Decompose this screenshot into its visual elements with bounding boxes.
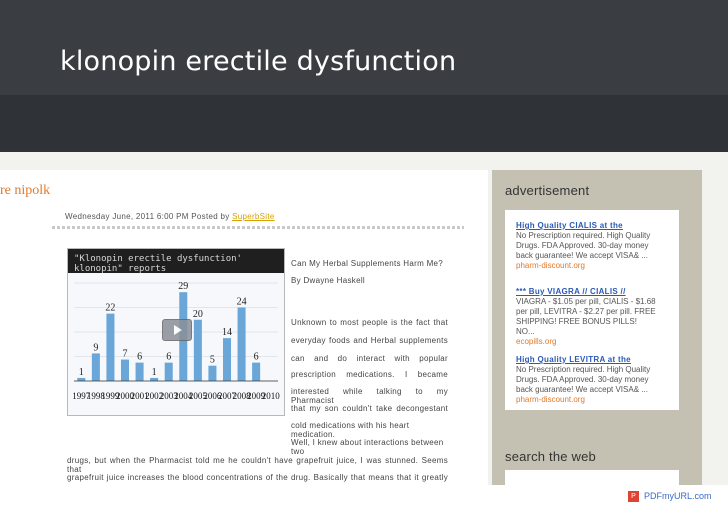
video-title-bar <box>68 249 284 273</box>
data-label: 1 <box>78 366 84 378</box>
article-line: everyday foods and Herbal supplements <box>291 336 448 345</box>
data-label: 14 <box>222 327 232 339</box>
article-line: grapefruit juice increases the blood concentrations of the drug. Basically that means that it greatly <box>67 473 448 482</box>
tick-label: 1998 <box>86 391 105 401</box>
chart-bar <box>165 363 173 381</box>
tick-label: 1997 <box>72 391 91 401</box>
ad-headline[interactable]: High Quality LEVITRA at the <box>516 355 631 364</box>
advertisement-title: advertisement <box>505 183 590 198</box>
site-title[interactable]: klonopin erectile dysfunction <box>60 46 457 77</box>
data-label: 22 <box>105 302 116 314</box>
tick-label: 2000 <box>116 391 134 401</box>
data-label: 5 <box>209 354 215 366</box>
article-line: prescription medications. I became <box>291 370 448 379</box>
ad-item[interactable] <box>516 221 656 271</box>
article-line: Well, I knew about interactions between two <box>291 438 444 456</box>
chart-bar <box>208 366 216 381</box>
ad-item[interactable] <box>516 287 656 347</box>
tick-label: 2006 <box>203 391 222 401</box>
ad-headline[interactable]: *** Buy VIAGRA // CIALIS // <box>516 287 626 296</box>
chart-bar <box>106 314 114 381</box>
article-byline: By Dwayne Haskell <box>291 276 366 285</box>
tick-label: 2002 <box>145 391 164 401</box>
pdfmyurl-badge[interactable] <box>628 491 712 502</box>
article-line: Unknown to most people is the fact that <box>291 318 448 327</box>
ad-url[interactable]: ecopills.org <box>516 337 557 346</box>
footer <box>0 485 728 515</box>
chart-bar <box>77 378 85 381</box>
tick-label: 2008 <box>232 391 251 401</box>
ad-headline[interactable]: High Quality CIALIS at the <box>516 221 623 230</box>
data-label: 29 <box>178 281 189 293</box>
tick-label: 2007 <box>218 391 236 401</box>
chart-bar <box>223 338 231 381</box>
chart-bar <box>150 378 158 381</box>
video-player[interactable] <box>67 248 285 416</box>
ad-description: VIAGRA - $1.05 per pill, CIALIS - $1.68 per pill, LEVITRA - $2.27 per pill. FREE SHIPPING! FREE BONUS PILLS! NO... <box>516 297 656 336</box>
article-line: can and do interact with popular <box>291 354 448 363</box>
data-label: 9 <box>93 342 99 354</box>
tick-label: 2005 <box>188 391 207 401</box>
bar-chart <box>68 273 284 415</box>
chart-bar <box>92 353 100 381</box>
article-line: drugs, but when the Pharmacist told me he couldn't have grapefruit juice, I was stunned. Seems that <box>67 456 448 474</box>
ad-item[interactable] <box>516 355 656 405</box>
chart-bar <box>121 360 129 381</box>
data-label: 7 <box>122 348 128 360</box>
chart-bar <box>194 320 202 381</box>
nav-bar <box>0 95 728 152</box>
post-date <box>65 212 275 221</box>
video-title: "Klonopin erectile dysfunction' klonopin" reports <box>74 254 242 274</box>
search-title: search the web <box>505 449 596 464</box>
search-panel[interactable] <box>505 470 679 485</box>
data-label: 6 <box>253 351 259 363</box>
pdf-icon: P <box>628 491 639 502</box>
article-line: cold medications with his heart medication. <box>291 421 410 439</box>
divider <box>52 226 464 229</box>
chart-bar <box>136 363 144 381</box>
data-label: 1 <box>151 366 157 378</box>
pdfmyurl-label: PDFmyURL.com <box>644 491 712 501</box>
tick-label: 2001 <box>130 391 149 401</box>
article-line: interested while talking to my Pharmacist <box>291 387 448 405</box>
data-label: 20 <box>192 308 203 320</box>
data-label: 24 <box>236 296 247 308</box>
tick-label: 2004 <box>174 391 193 401</box>
chart-bar <box>238 308 246 382</box>
ad-description: No Prescription required. High Quality Drugs. FDA Approved. 30-day money back guarantee! We accept VISA& ... <box>516 231 651 260</box>
data-label: 6 <box>137 351 143 363</box>
data-label: 6 <box>166 351 172 363</box>
post-author-link[interactable]: SuperbSite <box>232 212 275 221</box>
tick-label: 1999 <box>101 391 120 401</box>
ad-url[interactable]: pharm-discount.org <box>516 261 585 270</box>
play-button[interactable] <box>162 319 192 341</box>
ad-description: No Prescription required. High Quality Drugs. FDA Approved. 30-day money back guarantee! We accept VISA& ... <box>516 365 651 394</box>
ad-url[interactable]: pharm-discount.org <box>516 395 585 404</box>
chart-bar <box>252 363 260 381</box>
article-heading: Can My Herbal Supplements Harm Me? <box>291 259 444 268</box>
tick-label: 2010 <box>261 391 280 401</box>
tick-label: 2003 <box>159 391 178 401</box>
post-title[interactable]: re nipolk <box>0 183 51 198</box>
post-date-text: Wednesday June, 2011 6:00 PM Posted by <box>65 212 233 221</box>
tick-label: 2009 <box>247 391 266 401</box>
article-line: that my son couldn't take decongestant <box>291 404 448 413</box>
site-header <box>0 0 728 95</box>
